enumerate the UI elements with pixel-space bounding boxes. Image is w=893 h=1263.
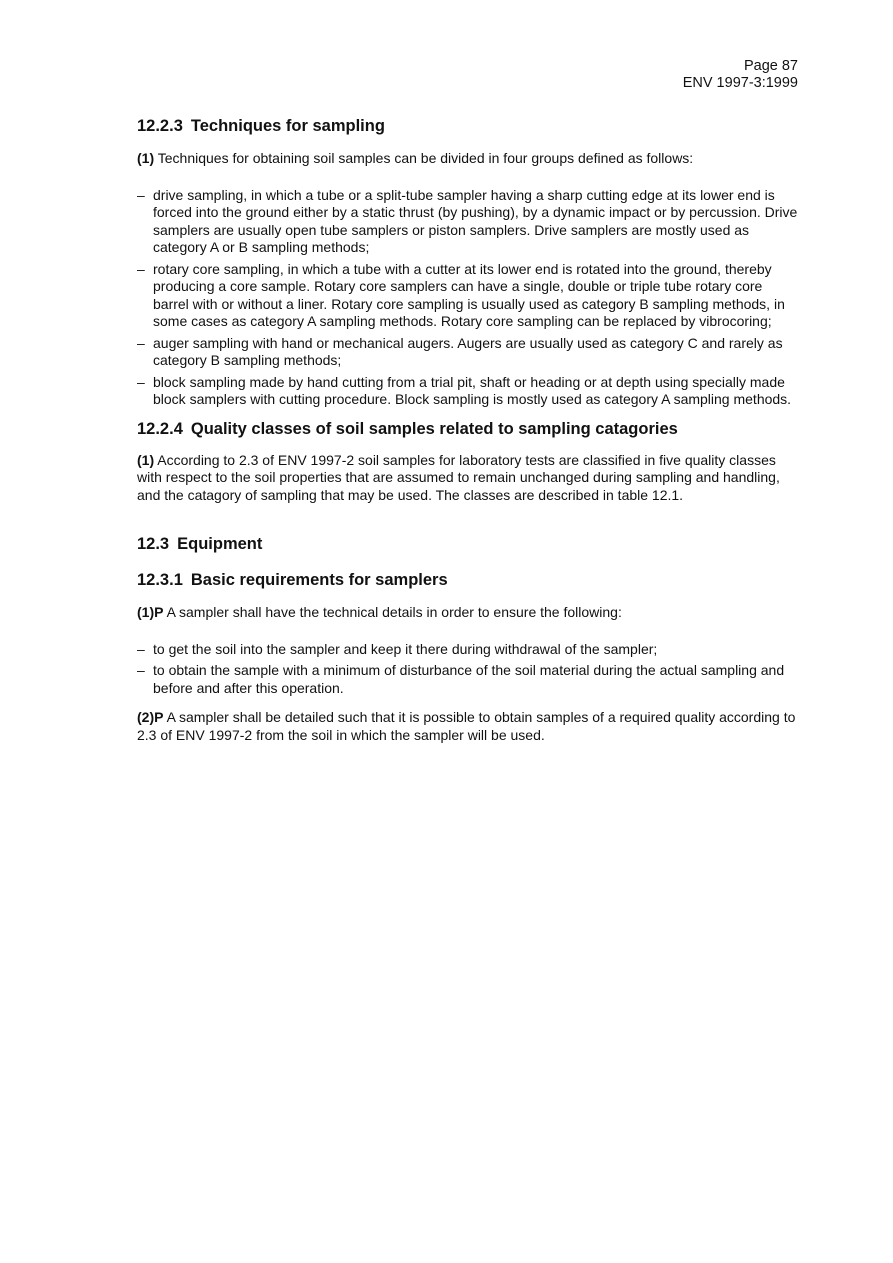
clause-text: According to 2.3 of ENV 1997-2 soil samples for laboratory tests are classified in five quality classes with respect to the soil properties that are assumed to remain unchanged during sampling and handling, and the catagory of sampling that may be used. The classes are described in table 12.1.: [137, 451, 780, 503]
clause-text: A sampler shall be detailed such that it is possible to obtain samples of a required quality according to 2.3 of ENV 1997-2 from the soil in which the sampler will be used.: [137, 709, 796, 743]
page-number: Page 87: [743, 58, 798, 74]
clause-text: Techniques for obtaining soil samples can be divided in four groups defined as follows:: [154, 150, 694, 166]
clause-text: A sampler shall have the technical details in order to ensure the following:: [163, 604, 622, 620]
section-number: 12.3: [137, 535, 170, 553]
section-heading-12-2-4: [137, 419, 801, 439]
sampler-requirements-list: [137, 641, 801, 698]
list-item: – block sampling made by hand cutting from a trial pit, shaft or heading or at depth using specially made block samplers with cutting procedure. Block sampling is mostly used as category A sampling methods.: [137, 374, 801, 409]
list-item: – to obtain the sample with a minimum of disturbance of the soil material during the actual sampling and before and after this operation.: [137, 662, 801, 697]
clause-paragraph: [137, 150, 801, 168]
clause-paragraph: [137, 452, 801, 505]
page-header: [683, 58, 798, 92]
section-heading-12-3-1: [137, 570, 801, 590]
section-number: 12.2.4: [137, 419, 183, 438]
section-heading-12-3: [137, 534, 801, 554]
clause-paragraph: [137, 604, 801, 622]
clause-paragraph: [137, 709, 801, 744]
list-item: – auger sampling with hand or mechanical augers. Augers are usually used as category C and rarely as category B sampling methods;: [137, 335, 801, 370]
clause-label: (1): [137, 150, 155, 166]
section-title: Equipment: [177, 535, 263, 553]
list-item: – to get the soil into the sampler and keep it there during withdrawal of the sampler;: [137, 641, 801, 659]
section-heading-12-2-3: [137, 116, 801, 136]
section-number: 12.3.1: [137, 571, 183, 589]
clause-label: (2)P: [137, 709, 164, 725]
standard-reference: ENV 1997-3:1999: [682, 75, 798, 91]
section-title: Quality classes of soil samples related to sampling catagories: [190, 419, 678, 438]
clause-label: (1): [137, 451, 155, 468]
list-item: – drive sampling, in which a tube or a split-tube sampler having a sharp cutting edge at its lower end is forced into the ground either by a static thrust (by pushing), by a dynamic impact or by percussion. Drive samplers are usually open tube samplers or piston samplers. Drive samplers are mostly used as category A or B sampling methods;: [137, 187, 801, 257]
sampling-techniques-list: [137, 187, 801, 409]
section-title: Basic requirements for samplers: [190, 571, 448, 589]
document-body: [137, 114, 801, 744]
section-title: Techniques for sampling: [190, 117, 385, 135]
section-number: 12.2.3: [137, 117, 183, 135]
clause-label: (1)P: [137, 604, 164, 620]
list-item: – rotary core sampling, in which a tube with a cutter at its lower end is rotated into the ground, thereby producing a core sample. Rotary core samplers can have a single, double or triple tube rotary core barrel with or without a liner. Rotary core sampling is usually used as category B sampling methods, in some cases as category A sampling methods. Rotary core sampling can be replaced by vibrocoring;: [137, 261, 801, 331]
